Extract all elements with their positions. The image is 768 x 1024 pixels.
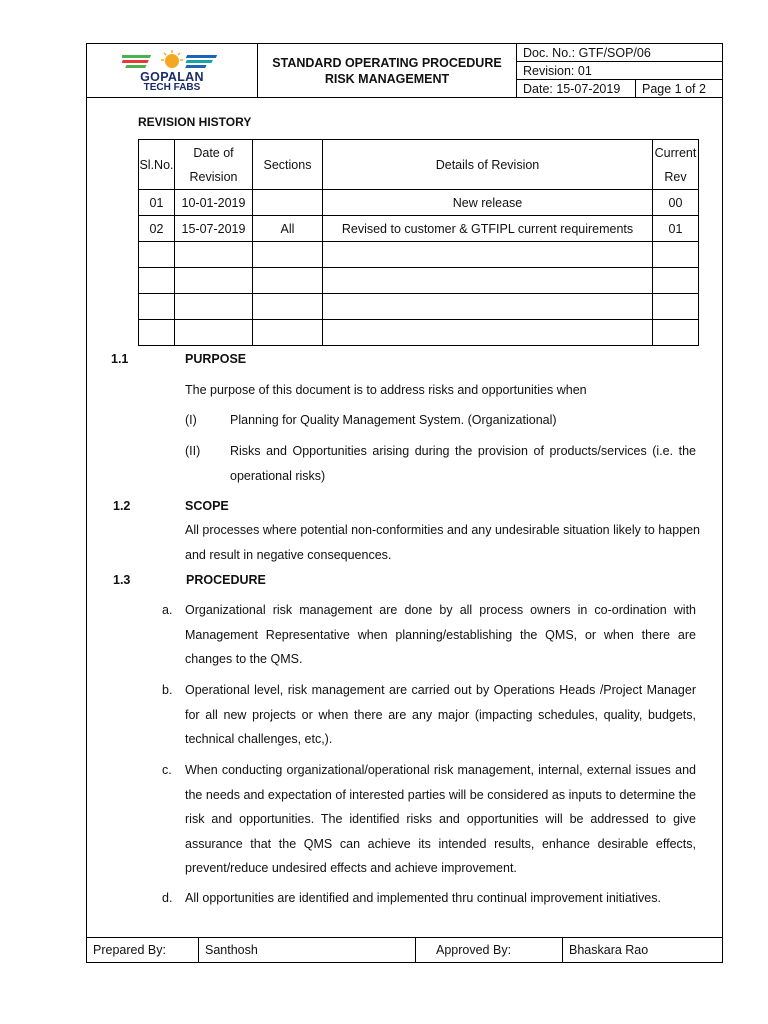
- section-heading-procedure: PROCEDURE: [186, 573, 266, 587]
- cell-slno: 01: [139, 190, 175, 216]
- purpose-marker-1: (I): [185, 413, 197, 427]
- col-date-line2: Revision: [189, 169, 238, 184]
- col-date: [175, 140, 253, 190]
- cell-rev: 01: [653, 216, 699, 242]
- section-heading-purpose: PURPOSE: [185, 352, 247, 366]
- col-rev-line2: Rev: [664, 169, 687, 184]
- revision-history-table: [138, 139, 699, 346]
- procedure-marker-a: a.: [162, 603, 173, 617]
- table-header-row: [139, 140, 699, 190]
- document-footer: [86, 937, 723, 963]
- scope-text: All processes where potential non-conformities and any undesirable situation likely to happen and result in negative consequences.: [185, 523, 700, 562]
- table-row: [139, 216, 699, 242]
- procedure-marker-d: d.: [162, 891, 173, 905]
- section-number-scope: 1.2: [113, 499, 131, 513]
- table-row-empty: [139, 320, 699, 346]
- cell-details: New release: [323, 190, 653, 216]
- cell-date: 15-07-2019: [175, 216, 253, 242]
- section-number-procedure: 1.3: [113, 573, 131, 587]
- col-date-line1: Date of: [193, 145, 234, 160]
- procedure-item-a: Organizational risk management are done by all process owners in co-ordination with Management Representative when planning/establishing the QMS, or when there are changes to the QMS.: [185, 603, 696, 666]
- logo-name: GOPALAN: [140, 69, 204, 84]
- cell-sections: All: [253, 216, 323, 242]
- col-rev: [653, 140, 699, 190]
- cell-rev: 00: [653, 190, 699, 216]
- section-heading-scope: SCOPE: [185, 499, 229, 513]
- purpose-item-2: Risks and Opportunities arising during the provision of products/services (i.e. the operational risks): [230, 444, 696, 483]
- section-number-purpose: 1.1: [111, 352, 129, 366]
- purpose-intro: The purpose of this document is to address risks and opportunities when: [185, 383, 587, 397]
- procedure-marker-c: c.: [162, 763, 172, 777]
- cell-sections: [253, 190, 323, 216]
- purpose-item-1: Planning for Quality Management System. (Organizational): [230, 413, 557, 427]
- approved-by-label: Approved By:: [416, 938, 563, 963]
- procedure-item-c: When conducting organizational/operational risk management, internal, external issues and the needs and expectation of interested parties will be considered as inputs to determine the risk and opportunities. The identified risks and opportunities will be addressed to give assurance that the QMS can achieve its intended results, enhance desirable effects, prevent/reduce undesired effects and achieve improvement.: [185, 763, 696, 875]
- approved-by-name: Bhaskara Rao: [563, 938, 723, 963]
- logo-sub: TECH FABS: [143, 81, 201, 93]
- title-line1: STANDARD OPERATING PROCEDURE: [272, 55, 502, 70]
- prepared-by-label: Prepared By:: [87, 938, 199, 963]
- table-row-empty: [139, 294, 699, 320]
- procedure-marker-b: b.: [162, 683, 173, 697]
- prepared-by-name: Santhosh: [199, 938, 416, 963]
- revision-number: Revision: 01: [517, 62, 723, 80]
- procedure-item-b: Operational level, risk management are carried out by Operations Heads /Project Manager for all new projects or when there are any major (impacting schedules, quality, budgets, technical challenges, etc,).: [185, 683, 696, 746]
- doc-number: Doc. No.: GTF/SOP/06: [517, 44, 723, 62]
- page-number: Page 1 of 2: [636, 80, 723, 98]
- table-row-empty: [139, 242, 699, 268]
- cell-slno: 02: [139, 216, 175, 242]
- cell-date: 10-01-2019: [175, 190, 253, 216]
- col-rev-line1: Current: [654, 145, 697, 160]
- procedure-item-d: All opportunities are identified and implemented thru continual improvement initiatives.: [185, 891, 661, 905]
- purpose-marker-2: (II): [185, 444, 201, 458]
- document-date: Date: 15-07-2019: [517, 80, 636, 98]
- revision-history-title: REVISION HISTORY: [138, 115, 252, 129]
- col-sections: Sections: [253, 140, 323, 190]
- col-slno: Sl.No.: [139, 140, 175, 190]
- table-row-empty: [139, 268, 699, 294]
- cell-details: Revised to customer & GTFIPL current requirements: [323, 216, 653, 242]
- table-row: [139, 190, 699, 216]
- col-details: Details of Revision: [323, 140, 653, 190]
- title-line2: RISK MANAGEMENT: [324, 71, 450, 86]
